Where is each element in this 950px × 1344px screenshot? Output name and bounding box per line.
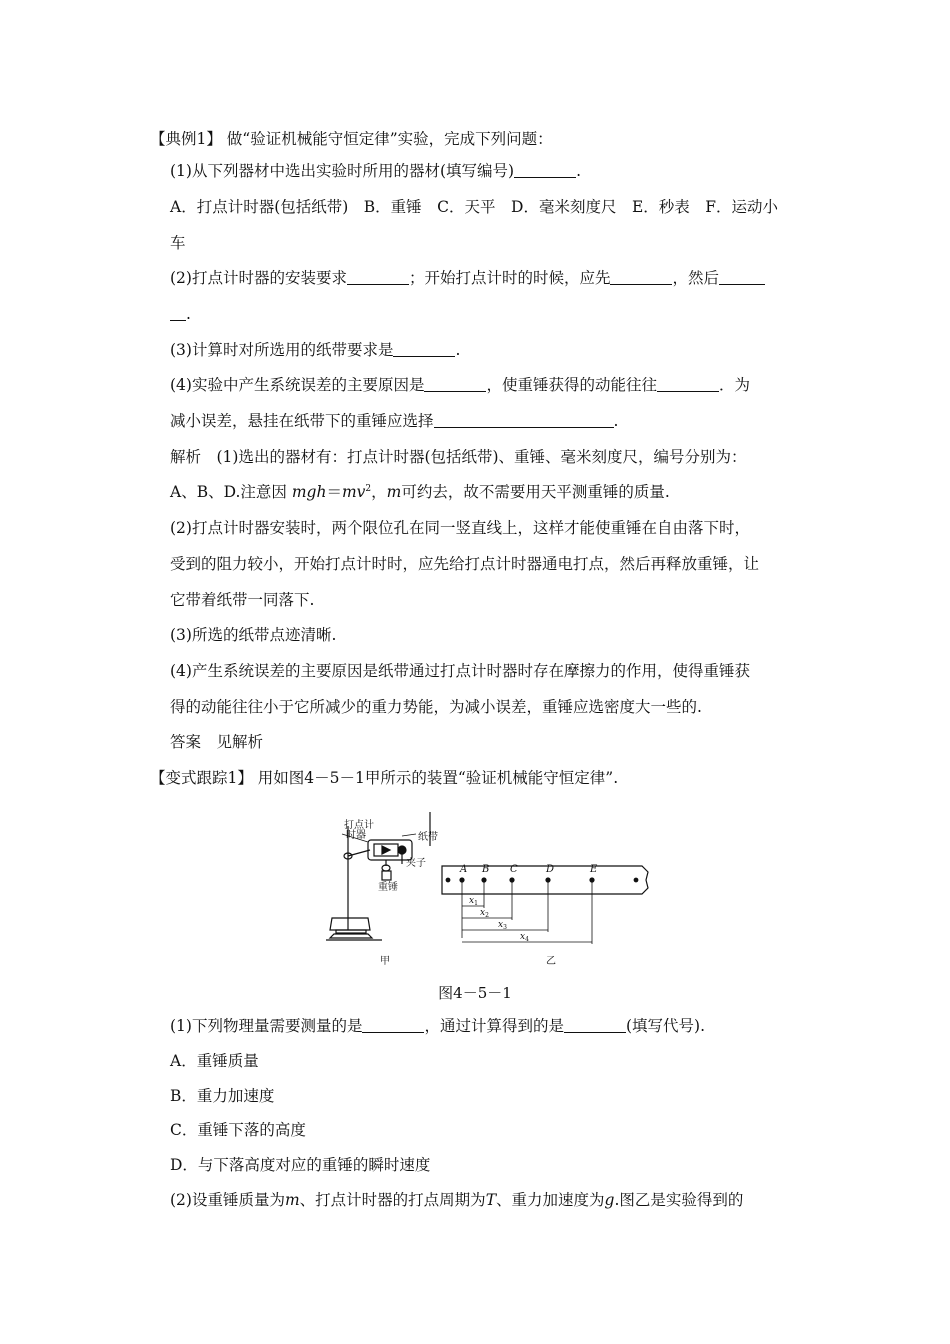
variant-q1-text-b: ，通过计算得到的是 bbox=[424, 1017, 564, 1035]
variant-option-c: C．重锤下落的高度 bbox=[170, 1121, 306, 1139]
point-label-c: C bbox=[510, 864, 518, 875]
q4-blank-2[interactable] bbox=[657, 376, 719, 392]
dim-label-x1 bbox=[469, 896, 478, 907]
tape-outline bbox=[442, 866, 648, 894]
answer-line: 答案 见解析 bbox=[170, 733, 264, 751]
example-q3 bbox=[170, 339, 460, 361]
analysis-p2-l1: (2)打点计时器安装时，两个限位孔在同一竖直线上，这样才能使重锤在自由落下时， bbox=[170, 519, 750, 537]
formula-m: m bbox=[386, 483, 402, 501]
q4-text-c: ．为 bbox=[718, 376, 750, 394]
tape-dot-end bbox=[634, 878, 638, 882]
dim-label-x2 bbox=[480, 908, 489, 919]
leader-tape bbox=[402, 834, 416, 836]
experiment-figure bbox=[320, 812, 650, 972]
q2-text-c: ，然后 bbox=[672, 269, 719, 287]
q3-blank[interactable] bbox=[393, 341, 455, 357]
dim-label-x1-sub: 1 bbox=[474, 900, 478, 907]
analysis-p2-l2: 受到的阻力较小，开始打点计时时，应先给打点计时器通电打点，然后再释放重锤，让 bbox=[170, 555, 760, 573]
dim-label-x3 bbox=[498, 920, 507, 931]
variant-q2-m: m bbox=[284, 1191, 300, 1209]
q1-blank[interactable] bbox=[514, 162, 576, 178]
dim-label-x4-var: x bbox=[520, 932, 526, 942]
label-timer-2: 时器 bbox=[346, 830, 366, 841]
example-q1 bbox=[170, 160, 581, 182]
variant-q2-text-a: (2)设重锤质量为 bbox=[170, 1191, 285, 1209]
example-q4-cont bbox=[170, 410, 618, 432]
analysis-p4-l2: 得的动能往往小于它所减少的重力势能，为减小误差，重锤应选密度大一些的. bbox=[170, 698, 702, 716]
stand-base bbox=[330, 934, 372, 938]
label-weight: 重锤 bbox=[378, 882, 398, 893]
analysis-p3: (3)所选的纸带点迹清晰. bbox=[170, 626, 337, 644]
variant-q2-g: g bbox=[604, 1191, 615, 1209]
variant-q1-blank-1[interactable] bbox=[362, 1017, 424, 1033]
dim-label-x2-var: x bbox=[480, 908, 486, 918]
analysis-p2-l3: 它带着纸带一同落下. bbox=[170, 591, 315, 609]
formula-eq: ＝ bbox=[326, 483, 342, 501]
figure-caption: 图4－5－1 bbox=[438, 984, 512, 1002]
analysis-line2 bbox=[170, 481, 670, 503]
point-label-a: A bbox=[460, 864, 468, 875]
q1-text: (1)从下列器材中选出实验时所用的器材(填写编号) bbox=[170, 162, 515, 180]
dim-label-x4-sub: 4 bbox=[525, 936, 529, 943]
example-q2-cont bbox=[170, 303, 191, 325]
variant-q2-text-d: .图乙是实验得到的 bbox=[614, 1191, 744, 1209]
formula-mgh: mgh bbox=[291, 483, 327, 501]
dim-label-x3-var: x bbox=[498, 920, 504, 930]
variant-title: 【变式跟踪1】 用如图4－5－1甲所示的装置“验证机械能守恒定律”. bbox=[150, 769, 619, 787]
dim-label-x2-sub: 2 bbox=[485, 912, 489, 919]
example-options-line1: A．打点计时器(包括纸带) B．重锤 C．天平 D．毫米刻度尺 E．秒表 F．运动小 bbox=[170, 198, 779, 216]
apparatus-jia bbox=[326, 812, 430, 940]
q4-blank-1[interactable] bbox=[424, 376, 486, 392]
variant-option-b: B．重力加速度 bbox=[170, 1087, 275, 1105]
q4-end: . bbox=[613, 412, 619, 430]
variant-q2-t: T bbox=[485, 1191, 497, 1209]
variant-q1-blank-2[interactable] bbox=[564, 1017, 626, 1033]
analysis-line2-a: A、B、D.注意因 bbox=[170, 483, 292, 501]
q4-text-a: (4)实验中产生系统误差的主要原因是 bbox=[170, 376, 425, 394]
tape-dot-start bbox=[446, 878, 450, 882]
point-label-d: D bbox=[546, 864, 555, 875]
q3-text: (3)计算时对所选用的纸带要求是 bbox=[170, 341, 394, 359]
dim-label-x4 bbox=[520, 932, 529, 943]
q2-text-b: ；开始打点计时的时候，应先 bbox=[408, 269, 611, 287]
formula-sup: 2 bbox=[365, 483, 372, 494]
q1-end: . bbox=[576, 162, 581, 180]
label-timer-1: 打点计 bbox=[344, 820, 374, 831]
variant-option-a: A．重锤质量 bbox=[170, 1052, 259, 1070]
weight-block bbox=[382, 871, 391, 880]
point-label-b: B bbox=[482, 864, 490, 875]
example-options-line2: 车 bbox=[170, 234, 186, 252]
q2-end: . bbox=[186, 305, 191, 323]
q3-end: . bbox=[455, 341, 461, 359]
timer-disc bbox=[398, 846, 406, 854]
q2-blank-1[interactable] bbox=[347, 269, 409, 285]
analysis-p4-l1: (4)产生系统误差的主要原因是纸带通过打点计时器时存在摩擦力的作用，使得重锤获 bbox=[170, 662, 750, 680]
label-yi: 乙 bbox=[546, 956, 556, 967]
variant-q1-text-c: (填写代号). bbox=[625, 1017, 706, 1035]
q4-text-b: ，使重锤获得的动能往往 bbox=[486, 376, 657, 394]
analysis-line2-c: 可约去，故不需要用天平测重锤的质量. bbox=[401, 483, 670, 501]
variant-q1-text-a: (1)下列物理量需要测量的是 bbox=[170, 1017, 363, 1035]
label-tape: 纸带 bbox=[418, 832, 438, 843]
variant-q2-text-c: 、重力加速度为 bbox=[496, 1191, 605, 1209]
label-jia: 甲 bbox=[380, 956, 390, 967]
formula-mv: mv bbox=[341, 483, 366, 501]
timer-arrow bbox=[382, 846, 390, 854]
analysis-line1: 解析 (1)选出的器材有：打点计时器(包括纸带)、重锤、毫米刻度尺，编号分别为： bbox=[170, 448, 747, 466]
point-label-e: E bbox=[590, 864, 598, 875]
label-clip: 夹子 bbox=[406, 858, 426, 869]
example-q2 bbox=[170, 267, 765, 289]
variant-option-d: D．与下落高度对应的重锤的瞬时速度 bbox=[170, 1156, 431, 1174]
q2-blank-3a[interactable] bbox=[719, 269, 765, 285]
q4-blank-3[interactable] bbox=[434, 412, 614, 428]
q4-text-line2: 减小误差，悬挂在纸带下的重锤应选择 bbox=[170, 412, 434, 430]
dim-label-x1-var: x bbox=[469, 896, 475, 906]
variant-q2-text-b: 、打点计时器的打点周期为 bbox=[299, 1191, 486, 1209]
q2-blank-3b[interactable] bbox=[170, 305, 186, 321]
beaker bbox=[330, 918, 370, 930]
example-title: 【典例1】 做“验证机械能守恒定律”实验，完成下列问题： bbox=[150, 130, 553, 148]
example-q4 bbox=[170, 374, 750, 396]
variant-q2 bbox=[170, 1189, 743, 1211]
analysis-line2-b: ， bbox=[371, 483, 387, 501]
dim-label-x3-sub: 3 bbox=[503, 924, 507, 931]
q2-blank-2[interactable] bbox=[610, 269, 672, 285]
variant-q1 bbox=[170, 1015, 705, 1037]
q2-text-a: (2)打点计时器的安装要求 bbox=[170, 269, 347, 287]
